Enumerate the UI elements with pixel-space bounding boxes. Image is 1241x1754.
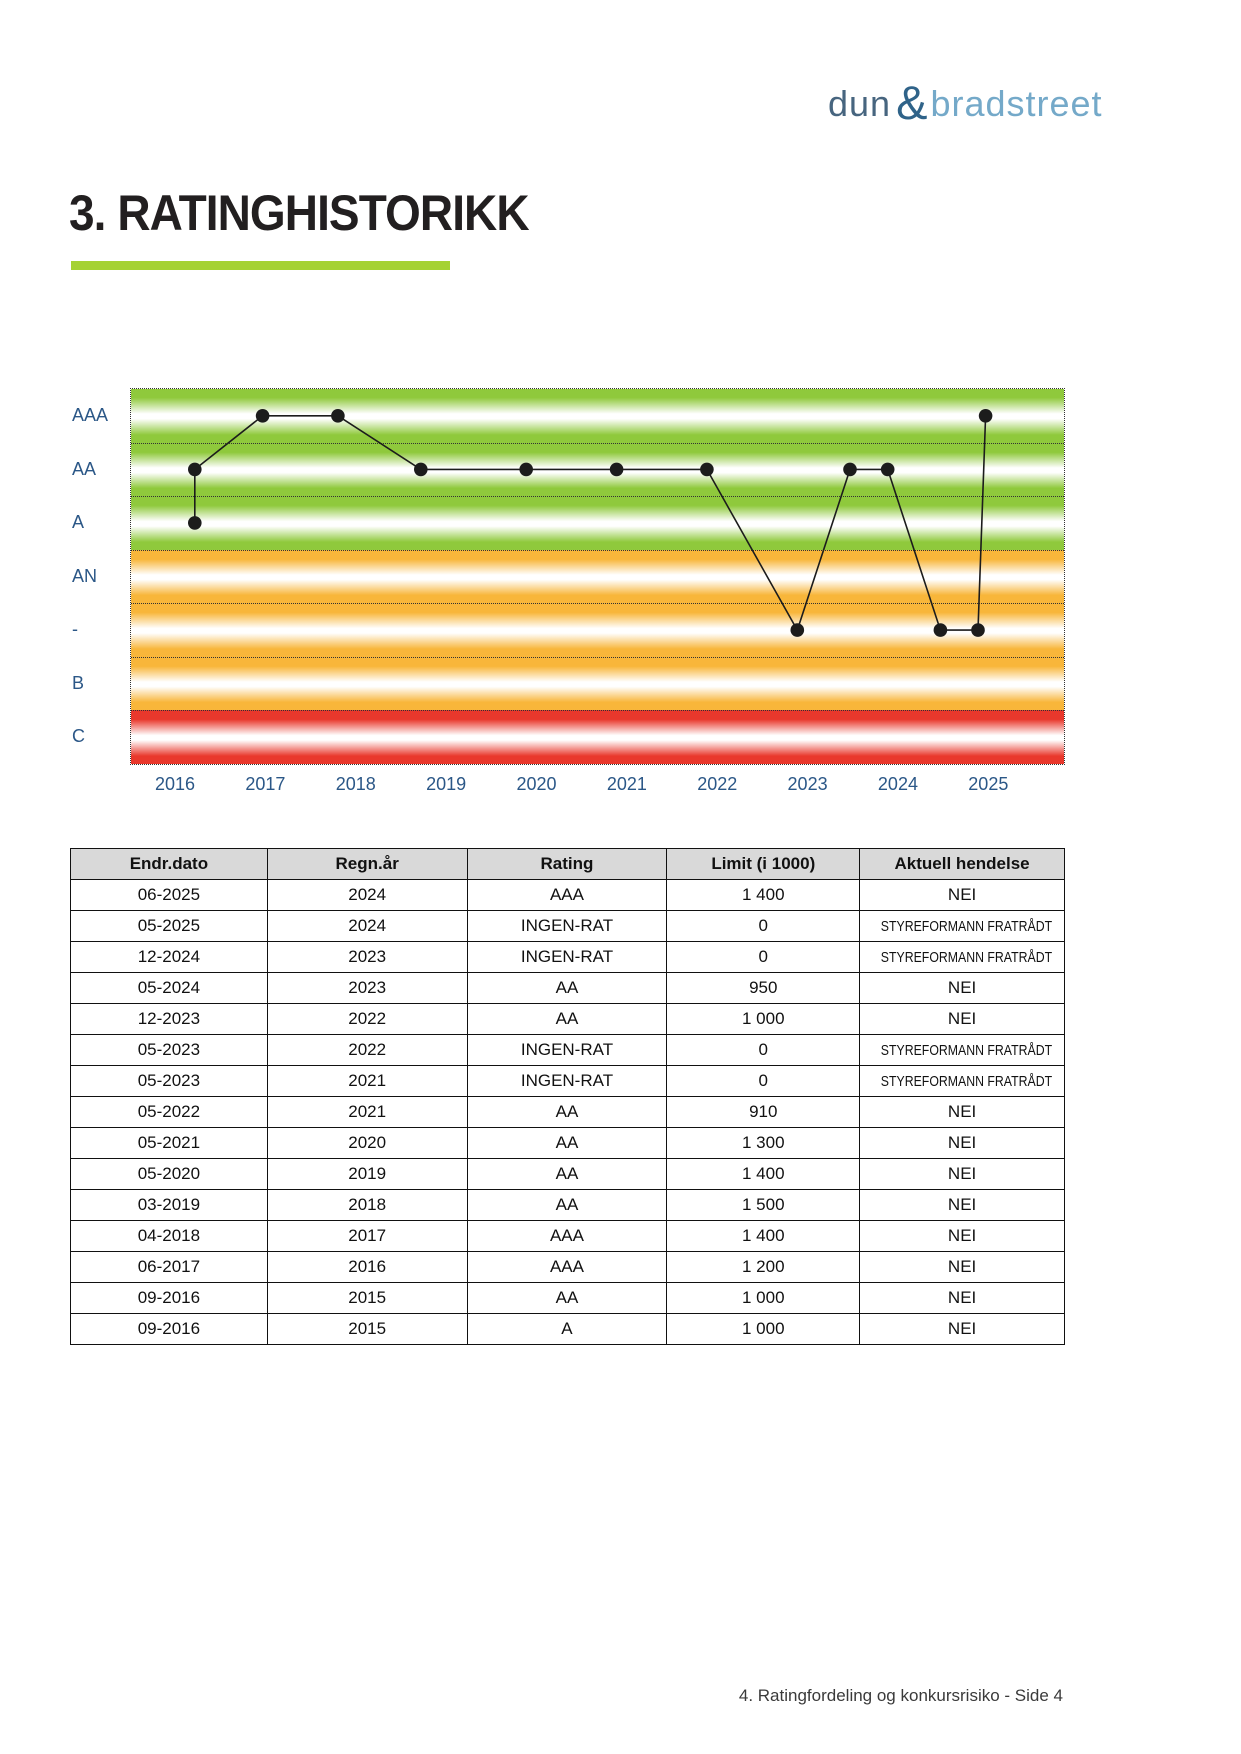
table-cell: INGEN-RAT (467, 1066, 667, 1097)
table-cell-text: STYREFORMANN FRATRÅDT (880, 1073, 1053, 1090)
table-row (71, 1066, 1065, 1097)
rating-data-point (843, 463, 857, 477)
table-cell: AA (467, 1283, 667, 1314)
table-cell: 1 300 (667, 1128, 860, 1159)
rating-data-point (256, 409, 270, 423)
y-axis-label: A (72, 512, 85, 533)
table-cell: INGEN-RAT (467, 942, 667, 973)
table-cell: AAA (467, 880, 667, 911)
rating-data-point (934, 623, 948, 637)
table-cell: 0 (667, 1035, 860, 1066)
table-cell: 09-2016 (71, 1314, 268, 1345)
rating-data-point (331, 409, 345, 423)
table-cell: 2017 (267, 1221, 467, 1252)
table-cell: 0 (667, 911, 860, 942)
table-row (71, 911, 1065, 942)
table-cell: 910 (667, 1097, 860, 1128)
table-header-row (71, 849, 1065, 880)
table-cell: 950 (667, 973, 860, 1004)
table-row (71, 1035, 1065, 1066)
x-axis-label: 2024 (877, 774, 918, 794)
ampersand-icon: & (896, 76, 928, 129)
table-row (71, 1314, 1065, 1345)
table-cell (860, 911, 1065, 942)
x-axis-label: 2016 (154, 774, 196, 794)
table-row (71, 1190, 1065, 1221)
x-axis-label: 2020 (516, 774, 557, 794)
table-cell: 12-2024 (71, 942, 268, 973)
table-cell: 05-2023 (71, 1066, 268, 1097)
table-cell: 2023 (267, 973, 467, 1004)
table-cell: 05-2022 (71, 1097, 268, 1128)
table-cell: NEI (860, 880, 1065, 911)
y-axis-label: B (72, 672, 85, 693)
y-axis-label: AA (72, 458, 97, 479)
table-cell: AA (467, 1004, 667, 1035)
table-cell: 05-2021 (71, 1128, 268, 1159)
table-cell: 2019 (267, 1159, 467, 1190)
table-cell: 2022 (267, 1004, 467, 1035)
table-cell: NEI (860, 1252, 1065, 1283)
rating-data-point (700, 463, 714, 477)
table-cell: NEI (860, 1097, 1065, 1128)
table-cell: 1 400 (667, 1159, 860, 1190)
column-header: Limit (i 1000) (667, 849, 860, 880)
table-cell: 1 500 (667, 1190, 860, 1221)
table-cell: 2015 (267, 1314, 467, 1345)
rating-data-point (414, 463, 428, 477)
table-cell: 2023 (267, 942, 467, 973)
rating-data-point (519, 463, 533, 477)
rating-data-point (979, 409, 993, 423)
table-row (71, 1283, 1065, 1314)
table-cell: NEI (860, 1159, 1065, 1190)
table-row (71, 1159, 1065, 1190)
table-cell: 2021 (267, 1097, 467, 1128)
y-axis-label: AN (72, 565, 98, 586)
rating-data-point (188, 516, 202, 530)
table-cell: 12-2023 (71, 1004, 268, 1035)
table-cell-text: STYREFORMANN FRATRÅDT (880, 918, 1053, 935)
table-cell: 2015 (267, 1283, 467, 1314)
table-cell: 0 (667, 1066, 860, 1097)
table-cell: 2020 (267, 1128, 467, 1159)
x-axis-label: 2017 (245, 774, 286, 794)
page-title: 3. RATINGHISTORIKK (69, 185, 529, 241)
table-row (71, 1221, 1065, 1252)
table-cell: 2016 (267, 1252, 467, 1283)
table-cell (860, 1066, 1065, 1097)
table-cell (860, 1035, 1065, 1066)
table-cell (860, 942, 1065, 973)
logo-word-dun: dun (828, 83, 892, 124)
table-cell: AA (467, 1097, 667, 1128)
table-cell: NEI (860, 1314, 1065, 1345)
table-cell: 06-2025 (71, 880, 268, 911)
table-cell: AA (467, 1128, 667, 1159)
table-cell: 03-2019 (71, 1190, 268, 1221)
table-cell: 2022 (267, 1035, 467, 1066)
rating-data-point (881, 463, 895, 477)
x-axis-label: 2023 (787, 774, 828, 794)
table-cell: INGEN-RAT (467, 911, 667, 942)
table-cell: 05-2024 (71, 973, 268, 1004)
table-cell: 1 000 (667, 1283, 860, 1314)
table-cell-text: STYREFORMANN FRATRÅDT (880, 949, 1053, 966)
rating-data-point (971, 623, 985, 637)
x-axis-label: 2018 (335, 774, 376, 794)
x-axis-label: 2021 (606, 774, 647, 794)
table-row (71, 880, 1065, 911)
table-cell: AAA (467, 1221, 667, 1252)
table-cell: A (467, 1314, 667, 1345)
table-cell: 05-2025 (71, 911, 268, 942)
table-cell: 1 400 (667, 880, 860, 911)
table-cell: 05-2020 (71, 1159, 268, 1190)
table-cell: 1 000 (667, 1004, 860, 1035)
table-cell: NEI (860, 973, 1065, 1004)
table-cell-text: STYREFORMANN FRATRÅDT (880, 1042, 1053, 1059)
chart-plot (130, 388, 1065, 765)
rating-line-series (131, 389, 1064, 764)
page-footer: 4. Ratingfordeling og konkursrisiko - Side 4 (738, 1686, 1063, 1705)
table-row (71, 1252, 1065, 1283)
table-cell: INGEN-RAT (467, 1035, 667, 1066)
table-cell: AA (467, 1159, 667, 1190)
table-cell: NEI (860, 1221, 1065, 1252)
x-axis-label: 2019 (426, 774, 467, 794)
y-axis-label: C (72, 726, 85, 747)
table-cell: 04-2018 (71, 1221, 268, 1252)
table-cell: 2021 (267, 1066, 467, 1097)
table-row (71, 1128, 1065, 1159)
y-axis-label: - (72, 619, 78, 640)
table-cell: NEI (860, 1283, 1065, 1314)
y-axis-label: AAA (72, 405, 109, 425)
table-cell: 05-2023 (71, 1035, 268, 1066)
column-header: Endr.dato (71, 849, 268, 880)
table-cell: 1 400 (667, 1221, 860, 1252)
table-row (71, 1004, 1065, 1035)
table-cell: 1 200 (667, 1252, 860, 1283)
rating-data-point (791, 623, 805, 637)
table-cell: 09-2016 (71, 1283, 268, 1314)
column-header: Regn.år (267, 849, 467, 880)
rating-data-point (188, 463, 202, 477)
table-row (71, 1097, 1065, 1128)
x-axis-label: 2025 (968, 774, 1009, 794)
table-cell: 2018 (267, 1190, 467, 1221)
rating-history-table (70, 848, 1065, 1345)
table-cell: 06-2017 (71, 1252, 268, 1283)
table-cell: 1 000 (667, 1314, 860, 1345)
dnb-logo (828, 72, 1103, 129)
table-cell: AA (467, 973, 667, 1004)
table-cell: 2024 (267, 880, 467, 911)
table-cell: AAA (467, 1252, 667, 1283)
table-row (71, 973, 1065, 1004)
table-cell: 0 (667, 942, 860, 973)
title-underline (71, 261, 450, 270)
logo-word-bradstreet: bradstreet (930, 83, 1103, 124)
table-cell: NEI (860, 1004, 1065, 1035)
table-cell: NEI (860, 1190, 1065, 1221)
table-cell: NEI (860, 1128, 1065, 1159)
table-cell: 2024 (267, 911, 467, 942)
column-header: Aktuell hendelse (860, 849, 1065, 880)
x-axis-label: 2022 (697, 774, 738, 794)
table-cell: AA (467, 1190, 667, 1221)
rating-data-point (610, 463, 624, 477)
table-row (71, 942, 1065, 973)
column-header: Rating (467, 849, 667, 880)
